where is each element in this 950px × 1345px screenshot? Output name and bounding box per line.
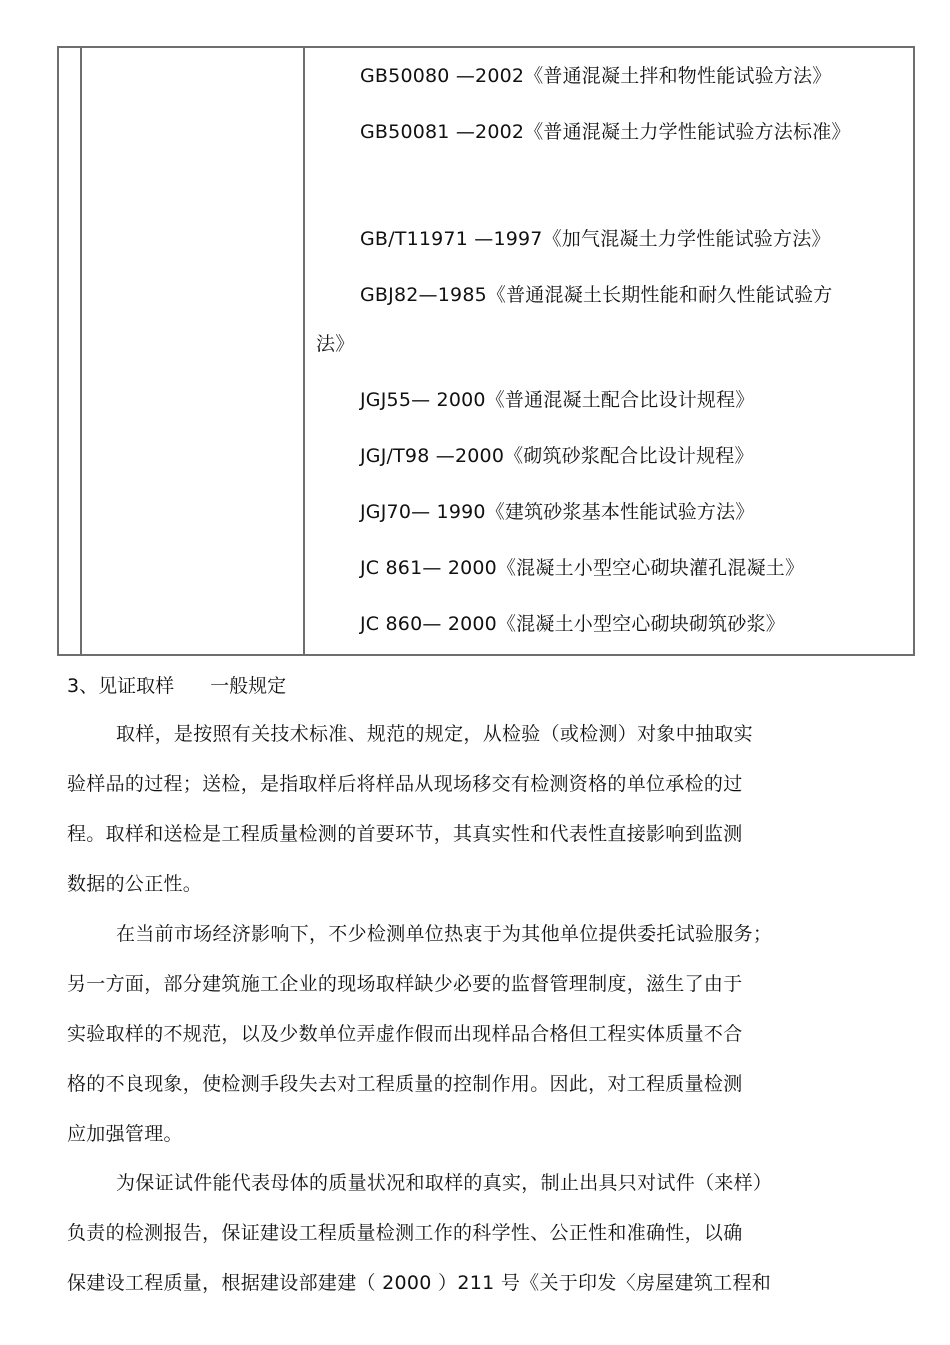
section-heading <box>67 674 286 698</box>
table-column-divider <box>80 46 82 656</box>
section-number: 3、见证取样 <box>67 675 175 697</box>
paragraph-line: 为保证试件能代表母体的质量状况和取样的真实，制止出具只对试件（来样） <box>116 1172 773 1194</box>
standard-item-continuation: 法》 <box>316 333 355 355</box>
paragraph-line: 保建设工程质量，根据建设部建建（ 2000 ）211 号《关于印发〈房屋建筑工程和 <box>67 1272 772 1294</box>
paragraph-line: 应加强管理。 <box>67 1123 183 1145</box>
paragraph-line: 格的不良现象，使检测手段失去对工程质量的控制作用。因此，对工程质量检测 <box>67 1073 743 1095</box>
standard-item: GB50080 —2002《普通混凝土拌和物性能试验方法》 <box>360 65 832 87</box>
paragraph-line: 负责的检测报告，保证建设工程质量检测工作的科学性、公正性和准确性，以确 <box>67 1222 743 1244</box>
standard-item: JGJ55— 2000《普通混凝土配合比设计规程》 <box>360 389 755 411</box>
paragraph-line: 实验取样的不规范，以及少数单位弄虚作假而出现样品合格但工程实体质量不合 <box>67 1023 743 1045</box>
standard-item: GB50081 —2002《普通混凝土力学性能试验方法标准》 <box>360 121 851 143</box>
paragraph-line: 程。取样和送检是工程质量检测的首要环节，其真实性和代表性直接影响到监测 <box>67 823 743 845</box>
standard-item: JC 860— 2000《混凝土小型空心砌块砌筑砂浆》 <box>360 613 785 635</box>
standard-item: JGJ70— 1990《建筑砂浆基本性能试验方法》 <box>360 501 755 523</box>
paragraph-line: 数据的公正性。 <box>67 873 203 895</box>
standard-item: JC 861— 2000《混凝土小型空心砌块灌孔混凝土》 <box>360 557 805 579</box>
standard-item: GB/T11971 —1997《加气混凝土力学性能试验方法》 <box>360 228 831 250</box>
paragraph-line: 另一方面，部分建筑施工企业的现场取样缺少必要的监督管理制度，滋生了由于 <box>67 973 743 995</box>
paragraph-line: 验样品的过程；送检，是指取样后将样品从现场移交有检测资格的单位承检的过 <box>67 773 743 795</box>
paragraph-line: 在当前市场经济影响下，不少检测单位热衷于为其他单位提供委托试验服务； <box>116 923 773 945</box>
standard-item: GBJ82—1985《普通混凝土长期性能和耐久性能试验方 <box>360 284 833 306</box>
paragraph-line: 取样，是按照有关技术标准、规范的规定，从检验（或检测）对象中抽取实 <box>116 723 753 745</box>
table-column-divider <box>303 46 305 656</box>
standard-item: JGJ/T98 —2000《砌筑砂浆配合比设计规程》 <box>360 445 754 467</box>
section-title: 一般规定 <box>210 675 287 697</box>
